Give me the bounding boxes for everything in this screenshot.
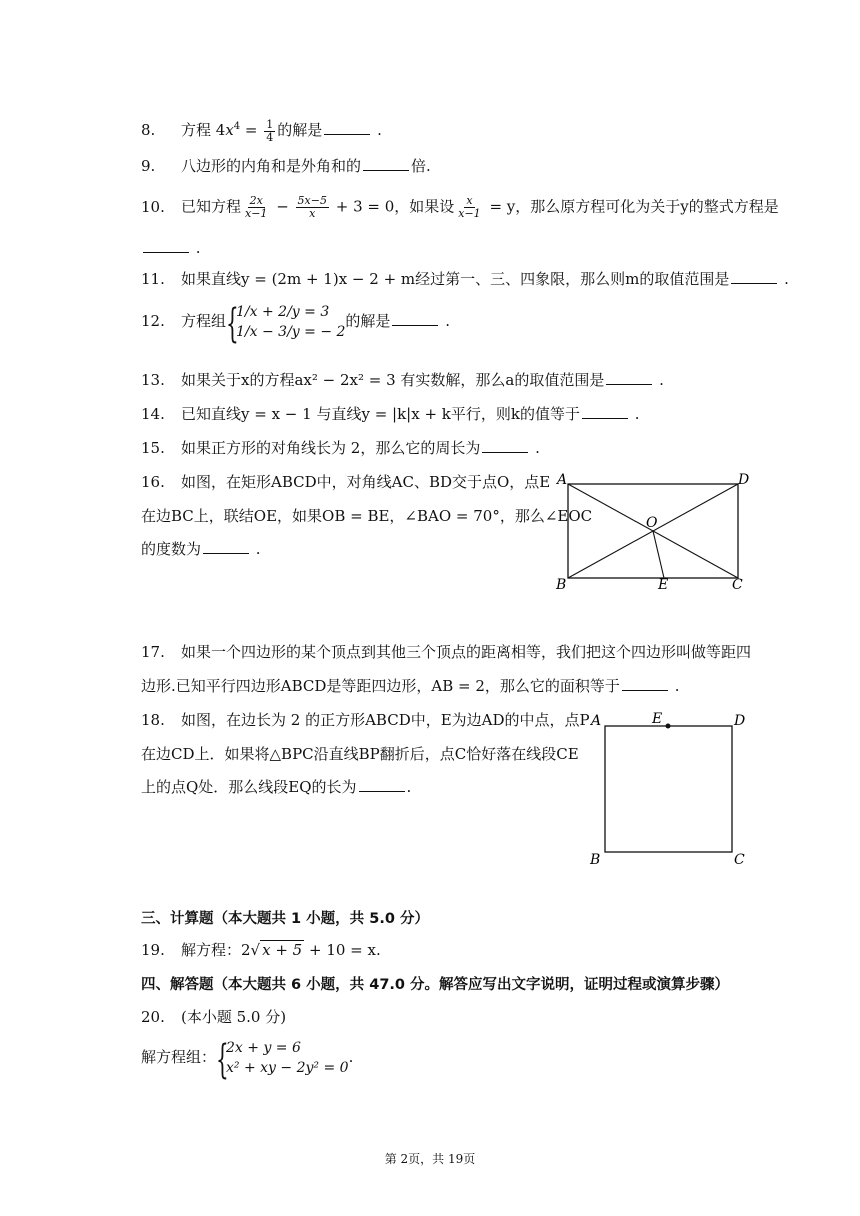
label-b: B <box>556 577 567 593</box>
label-a: A <box>557 472 568 488</box>
answer-blank <box>606 370 652 385</box>
question-8: 8. 方程 $4x^4$ = $\frac{1}{4}$ 的解是 . <box>141 117 382 144</box>
brace-icon: { <box>216 1037 229 1083</box>
question-17-line-1: 17. 如果一个四边形的某个顶点到其他三个顶点的距离相等，我们把这个四边形叫做等距四 <box>141 643 752 661</box>
label-c: C <box>732 577 743 593</box>
point-e <box>666 724 671 729</box>
answer-blank <box>392 311 438 326</box>
label-e: E <box>658 577 669 593</box>
answer-blank <box>363 156 409 171</box>
sqrt-icon: √ <box>250 941 261 959</box>
question-10: 10. 已知方程 $\frac{2x}{x-1}$ − $\frac{5x-5}{x}$ + 3 = 0，如果设 $\frac{x}{x-1}$ = y，那么原方程可化为关于y的整式方程是 <box>141 194 779 220</box>
answer-blank <box>359 777 405 792</box>
question-16-line-1: 16. 如图，在矩形ABCD中，对角线AC、BD交于点O，点E <box>141 473 551 491</box>
answer-blank <box>482 438 528 453</box>
page-footer: 第 2页，共 19页 <box>384 1152 476 1166</box>
question-19: 19. 解方程：2√ x + 5 + 10 = x. <box>141 941 381 959</box>
label-c: C <box>734 852 745 868</box>
answer-blank <box>203 539 249 554</box>
answer-blank <box>622 676 668 691</box>
question-10-blank-line: . <box>141 237 201 259</box>
question-18-line-3: 上的点Q处．那么线段EQ的长为 . <box>141 778 412 796</box>
question-13: 13. 如果关于x的方程ax² − 2x² = 3 有实数解，那么a的取值范围是 . <box>141 371 664 389</box>
question-20-system: 解方程组： { 2x + y = 6 x² + xy − 2y² = 0 . <box>141 1037 354 1083</box>
section-3-heading: 三、计算题（本大题共 1 小题，共 5.0 分） <box>141 911 429 927</box>
answer-blank <box>731 269 777 284</box>
label-a: A <box>591 713 602 729</box>
label-b: B <box>590 852 601 868</box>
question-14: 14. 已知直线y = x − 1 与直线y = |k|x + k平行，则k的值等于 . <box>141 405 640 423</box>
question-18-line-1: 18. 如图，在边长为 2 的正方形ABCD中，E为边AD的中点，点P <box>141 711 590 729</box>
question-16-line-2: 在边BC上，联结OE，如果OB = BE，∠BAO = 70°，那么∠EOC <box>141 507 593 525</box>
section-4-heading: 四、解答题（本大题共 6 小题，共 47.0 分。解答应写出文字说明，证明过程或演算步骤） <box>141 977 730 993</box>
segment-oe <box>653 531 664 578</box>
question-9: 9. 八边形的内角和是外角和的 倍. <box>141 157 431 175</box>
label-d: D <box>738 472 750 488</box>
question-18-line-2: 在边CD上．如果将△BPC沿直线BP翻折后，点C恰好落在线段CE <box>141 745 579 763</box>
label-d: D <box>734 713 746 729</box>
label-o: O <box>646 515 658 531</box>
question-20: 20. (本小题 5.0 分) <box>141 1008 287 1026</box>
question-15: 15. 如果正方形的对角线长为 2，那么它的周长为 . <box>141 439 540 457</box>
rectangle-figure <box>552 470 757 595</box>
answer-blank <box>143 238 189 253</box>
square-figure <box>584 708 754 868</box>
question-16-line-3: 的度数为 . <box>141 540 261 558</box>
question-17-line-2: 边形.已知平行四边形ABCD是等距四边形，AB = 2，那么它的面积等于 . <box>141 677 680 695</box>
question-number: 8. <box>141 121 156 139</box>
question-12: 12. 方程组 { 1/x + 2/y = 3 1/x − 3/y = − 2 的解是 . <box>141 301 450 347</box>
square-abcd <box>605 726 732 852</box>
fraction: $\frac{1}{4}$ <box>266 117 274 144</box>
question-11: 11. 如果直线y = (2m + 1)x − 2 + m经过第一、三、四象限，那么则m的取值范围是 . <box>141 270 789 288</box>
equation-system: { 1/x + 2/y = 3 1/x − 3/y = − 2 <box>226 301 346 347</box>
label-e: E <box>652 711 663 727</box>
brace-icon: { <box>226 301 239 347</box>
equation-system: { 2x + y = 6 x² + xy − 2y² = 0 <box>216 1037 349 1083</box>
answer-blank <box>324 120 370 135</box>
answer-blank <box>582 404 628 419</box>
